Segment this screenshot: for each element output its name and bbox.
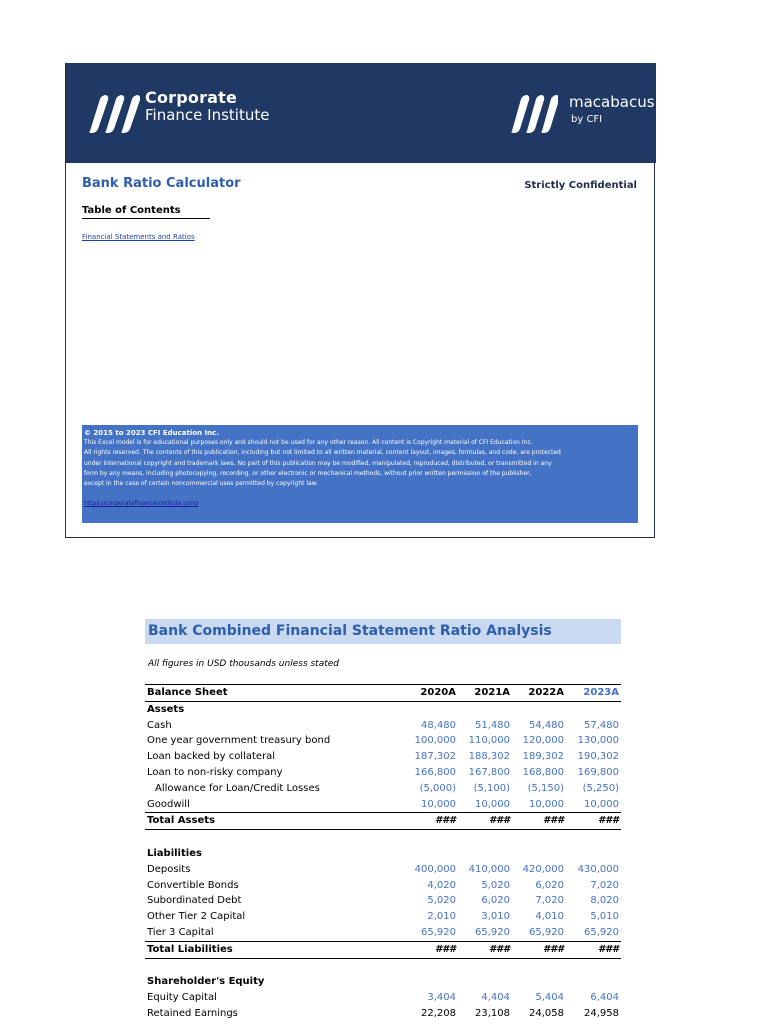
cell-value[interactable]: ### — [566, 941, 621, 958]
row-label: Allowance for Loan/Credit Losses — [155, 782, 320, 794]
row-label: Tier 3 Capital — [147, 926, 214, 938]
header-banner — [66, 63, 656, 163]
cell-value[interactable]: ### — [458, 941, 512, 958]
spacer-row — [145, 830, 621, 846]
cell-value[interactable]: ### — [512, 941, 566, 958]
table-row — [145, 878, 621, 894]
year-header: 2022A — [512, 685, 566, 702]
cell-value[interactable]: 430,000 — [577, 863, 619, 875]
macabacus-logo-icon — [506, 93, 558, 133]
cell-value[interactable]: 10,000 — [529, 798, 564, 810]
cover-title: Bank Ratio Calculator — [82, 176, 241, 191]
cell-value[interactable]: 51,480 — [475, 719, 510, 731]
cell-value[interactable]: 100,000 — [414, 735, 456, 747]
cell-value[interactable]: 6,020 — [535, 879, 564, 891]
year-header: 2023A — [566, 685, 621, 702]
row-label: Total Assets — [145, 813, 403, 830]
cell-value[interactable]: 5,020 — [481, 879, 510, 891]
row-label: Cash — [147, 719, 172, 731]
cell-value[interactable]: 187,302 — [414, 751, 456, 763]
total-assets-row — [145, 813, 621, 830]
macabacus-brand-line2: by CFI — [571, 114, 603, 125]
cell-value[interactable]: 6,020 — [481, 895, 510, 907]
cell-value[interactable]: 420,000 — [522, 863, 564, 875]
sheet-title: Bank Combined Financial Statement Ratio Analysis — [145, 619, 621, 644]
cell-value[interactable]: 3,010 — [481, 911, 510, 923]
cell-value[interactable]: ### — [512, 813, 566, 830]
copyright-line: under international copyright and trademark laws. No part of this publication may be modified, manipulated, reproduced, distributed, or transmitted in any — [84, 459, 552, 467]
table-row — [145, 765, 621, 781]
cell-value[interactable]: 65,920 — [421, 926, 456, 938]
cell-value[interactable]: 24,958 — [584, 1007, 619, 1019]
section-heading-row — [145, 974, 621, 990]
cell-value[interactable]: 23,108 — [475, 1007, 510, 1019]
copyright-title: © 2015 to 2023 CFI Education Inc. — [84, 429, 219, 437]
row-label: Equity Capital — [147, 992, 217, 1004]
cell-value[interactable]: 4,020 — [427, 879, 456, 891]
cell-value[interactable]: 169,800 — [577, 766, 619, 778]
cell-value[interactable]: 120,000 — [522, 735, 564, 747]
table-row — [145, 733, 621, 749]
row-label: Subordinated Debt — [147, 895, 242, 907]
cfi-brand-line2: Finance Institute — [145, 106, 270, 124]
table-row — [145, 718, 621, 734]
table-row — [145, 749, 621, 765]
cell-value[interactable]: 10,000 — [421, 798, 456, 810]
liabilities-heading: Liabilities — [147, 847, 202, 859]
cell-value[interactable]: 10,000 — [584, 798, 619, 810]
cell-value[interactable]: 130,000 — [577, 735, 619, 747]
cell-value[interactable]: 4,010 — [535, 911, 564, 923]
cell-value[interactable]: 6,404 — [590, 992, 619, 1004]
cell-value[interactable]: 3,404 — [427, 992, 456, 1004]
cell-value[interactable]: 110,000 — [468, 735, 510, 747]
cell-value[interactable]: 24,058 — [529, 1007, 564, 1019]
cell-value[interactable]: ### — [566, 813, 621, 830]
table-row — [145, 909, 621, 925]
row-label: Total Liabilities — [145, 941, 403, 958]
toc-heading: Table of Contents — [82, 205, 210, 219]
macabacus-brand-line1: macabacus — [569, 93, 655, 111]
header-label: Balance Sheet — [145, 685, 403, 702]
cell-value[interactable]: 4,404 — [481, 992, 510, 1004]
copyright-line: This Excel model is for educational purposes only and should not be used for any other reason. All content is Copyright material of CFI Education Inc. — [84, 439, 533, 447]
cfi-logo-icon — [82, 93, 140, 133]
cell-value[interactable]: 65,920 — [475, 926, 510, 938]
cell-value[interactable]: (5,100) — [473, 782, 510, 794]
cell-value[interactable]: 8,020 — [590, 895, 619, 907]
equity-heading: Shareholder's Equity — [147, 976, 265, 988]
cell-value[interactable]: 7,020 — [535, 895, 564, 907]
cell-value[interactable]: 410,000 — [468, 863, 510, 875]
table-row — [145, 925, 621, 941]
row-label: Retained Earnings — [147, 1007, 238, 1019]
cell-value[interactable]: 22,208 — [421, 1007, 456, 1019]
balance-sheet-table — [145, 684, 621, 1022]
copyright-notice — [82, 425, 638, 523]
cell-value[interactable]: ### — [458, 813, 512, 830]
table-row — [145, 797, 621, 813]
row-label: Deposits — [147, 863, 191, 875]
cell-value[interactable]: (5,000) — [419, 782, 456, 794]
row-label: Other Tier 2 Capital — [147, 911, 246, 923]
cell-value[interactable]: 10,000 — [475, 798, 510, 810]
copyright-line: except in the case of certain noncommercial uses permitted by copyright law. — [84, 480, 318, 488]
row-label: Loan backed by collateral — [147, 751, 276, 763]
copyright-line: All rights reserved. The contents of this publication, including but not limited to all written material, content layout, images, formulas, and code, are protected — [84, 449, 561, 457]
cell-value[interactable]: ### — [403, 813, 458, 830]
section-heading-row — [145, 701, 621, 717]
analysis-sheet — [145, 619, 621, 1022]
cell-value[interactable]: 57,480 — [584, 719, 619, 731]
row-label: Goodwill — [147, 798, 190, 810]
cell-value[interactable]: (5,150) — [527, 782, 564, 794]
toc-link-financial-statements[interactable]: Financial Statements and Ratios — [82, 233, 195, 241]
section-heading-row — [145, 846, 621, 862]
table-row — [145, 862, 621, 878]
spacer-row — [145, 958, 621, 974]
cell-value[interactable]: 48,480 — [421, 719, 456, 731]
cell-value[interactable]: 5,404 — [535, 992, 564, 1004]
cell-value[interactable]: 167,800 — [468, 766, 510, 778]
confidential-label: Strictly Confidential — [524, 180, 637, 191]
cfi-brand-line1: Corporate — [145, 88, 238, 107]
cell-value[interactable]: 65,920 — [529, 926, 564, 938]
copyright-line: form by any means, including photocopying, recording, or other electronic or mechanical methods, without prior written permission of the publisher, — [84, 469, 532, 477]
table-header-row — [145, 685, 621, 702]
cell-value[interactable]: 400,000 — [414, 863, 456, 875]
year-header: 2020A — [403, 685, 458, 702]
total-liabilities-row — [145, 941, 621, 958]
assets-heading: Assets — [147, 703, 185, 715]
row-label: One year government treasury bond — [147, 735, 331, 747]
table-row — [145, 781, 621, 797]
year-header: 2021A — [458, 685, 512, 702]
cell-value[interactable]: 190,302 — [577, 751, 619, 763]
cell-value[interactable]: 189,302 — [522, 751, 564, 763]
table-row — [145, 990, 621, 1006]
cell-value[interactable]: 65,920 — [584, 926, 619, 938]
cell-value[interactable]: 188,302 — [468, 751, 510, 763]
cell-value[interactable]: (5,250) — [582, 782, 619, 794]
cell-value[interactable]: 2,010 — [427, 911, 456, 923]
row-label: Loan to non-risky company — [147, 766, 283, 778]
cover-page — [65, 63, 655, 538]
cell-value[interactable]: 166,800 — [414, 766, 456, 778]
website-link[interactable]: https://corporatefinanceinstitute.com/ — [84, 500, 199, 508]
table-row — [145, 893, 621, 909]
table-row — [145, 1006, 621, 1022]
cell-value[interactable]: ### — [403, 941, 458, 958]
cell-value[interactable]: 7,020 — [590, 879, 619, 891]
row-label: Convertible Bonds — [147, 879, 239, 891]
cell-value[interactable]: 168,800 — [522, 766, 564, 778]
cell-value[interactable]: 5,020 — [427, 895, 456, 907]
cell-value[interactable]: 54,480 — [529, 719, 564, 731]
cell-value[interactable]: 5,010 — [590, 911, 619, 923]
units-note: All figures in USD thousands unless stated — [148, 659, 340, 669]
